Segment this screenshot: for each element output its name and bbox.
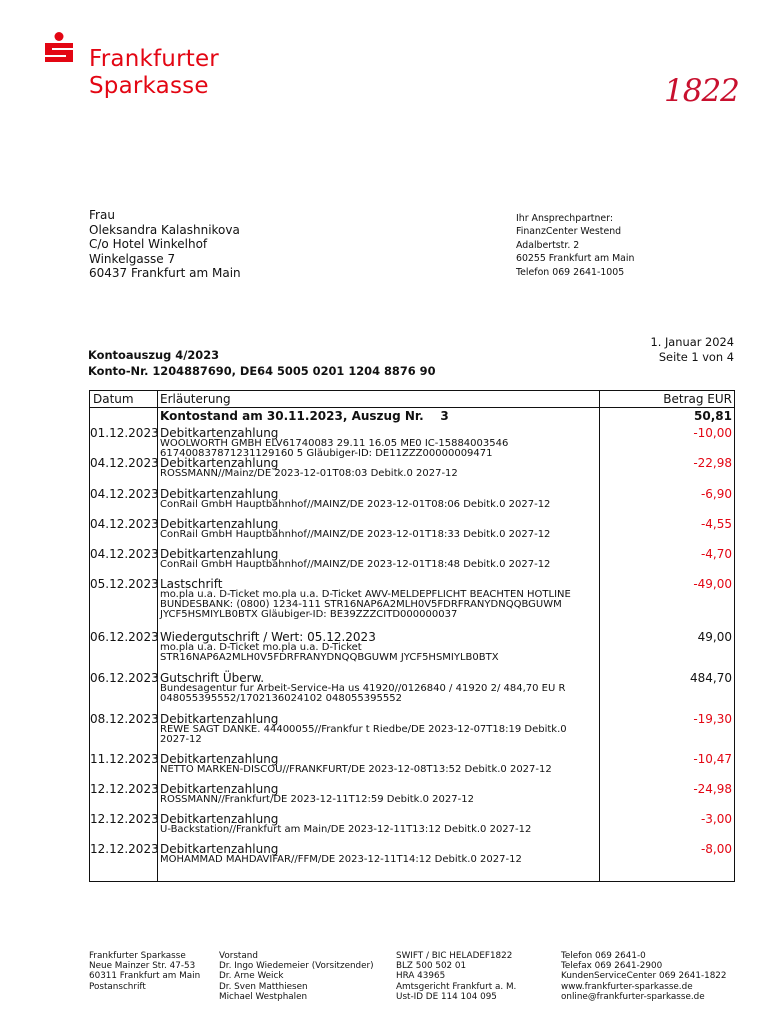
row-amount: -4,55 bbox=[700, 517, 732, 531]
header-divider bbox=[90, 407, 734, 408]
recipient-city: 60437 Frankfurt am Main bbox=[89, 266, 241, 280]
row-detail: ROSSMANN//Mainz/DE 2023-12-01T08:03 Debitk.0 2027-12 bbox=[160, 468, 458, 479]
footer-line: Dr. Arne Weick bbox=[219, 971, 284, 982]
recipient-name: Oleksandra Kalashnikova bbox=[89, 222, 240, 237]
contact-phone: Telefon 069 2641-1005 bbox=[516, 266, 625, 278]
footer-line: Postanschrift bbox=[89, 981, 146, 992]
row-date: 12.12.2023 bbox=[90, 782, 159, 796]
footer-line: Michael Westphalen bbox=[219, 991, 308, 1002]
footer-line: Ust-ID DE 114 104 095 bbox=[396, 991, 497, 1002]
row-detail: ConRail GmbH Hauptbahnhof//MAINZ/DE 2023-12-01T08:06 Debitk.0 2027-12 bbox=[160, 499, 551, 510]
row-detail: NETTO MARKEN-DISCOU//FRANKFURT/DE 2023-12-08T13:52 Debitk.0 2027-12 bbox=[160, 764, 552, 775]
row-amount: -6,90 bbox=[700, 487, 732, 501]
footer-registration bbox=[396, 951, 516, 1002]
row-detail: U-Backstation//Frankfurt am Main/DE 2023-12-11T13:12 Debitk.0 2027-12 bbox=[160, 824, 532, 835]
row-title: Debitkartenzahlung bbox=[160, 517, 279, 531]
row-amount: -22,98 bbox=[693, 456, 732, 470]
row-amount: -4,70 bbox=[700, 547, 732, 561]
row-title: Debitkartenzahlung bbox=[160, 842, 279, 856]
footer-line: Amtsgericht Frankfurt a. M. bbox=[396, 981, 517, 992]
footer-line: HRA 43965 bbox=[396, 971, 446, 982]
footer-line: online@frankfurter-sparkasse.de bbox=[561, 991, 705, 1002]
row-detail: WOOLWORTH GMBH ELV61740083 29.11 16.05 ME0 IC-15884003546 617400837871231129160 5 Gläubiger-ID: DE11ZZZ00000009471 bbox=[160, 438, 509, 459]
row-title: Debitkartenzahlung bbox=[160, 426, 279, 440]
recipient-salutation: Frau bbox=[89, 208, 115, 222]
footer-contact bbox=[561, 951, 727, 1002]
row-title: Debitkartenzahlung bbox=[160, 752, 279, 766]
row-date: 05.12.2023 bbox=[90, 577, 159, 591]
footer-bank-address bbox=[89, 951, 200, 992]
account-block bbox=[88, 348, 436, 379]
row-date: 04.12.2023 bbox=[90, 517, 159, 531]
opening-balance-amount: 50,81 bbox=[694, 409, 732, 423]
row-detail: mo.pla u.a. D-Ticket mo.pla u.a. D-Ticket STR16NAP6A2MLH0V5FDRFRANYDNQQBGUWM JYCF5HSMIYLB0BTX bbox=[160, 642, 499, 663]
row-title: Gutschrift Überw. bbox=[160, 671, 265, 685]
row-date: 04.12.2023 bbox=[90, 487, 159, 501]
contact-block bbox=[516, 212, 634, 279]
contact-street: Adalbertstr. 2 bbox=[516, 239, 580, 251]
row-amount: -8,00 bbox=[700, 842, 732, 856]
column-divider-amount bbox=[599, 391, 600, 881]
row-title: Debitkartenzahlung bbox=[160, 547, 279, 561]
footer-line: Dr. Ingo Wiedemeier (Vorsitzender) bbox=[219, 961, 374, 972]
footer-line: Neue Mainzer Str. 47-53 bbox=[89, 961, 196, 972]
statement-date-block bbox=[650, 335, 734, 364]
footer-line: www.frankfurter-sparkasse.de bbox=[561, 981, 693, 992]
statement-date: 1. Januar 2024 bbox=[650, 335, 734, 349]
row-amount: -19,30 bbox=[693, 712, 732, 726]
row-detail: Bundesagentur fur Arbeit-Service-Ha us 41920//0126840 / 41920 2/ 484,70 EU R 048055395552/1702136024102 048055395552 bbox=[160, 683, 566, 704]
brand-line-2: Sparkasse bbox=[89, 73, 209, 99]
recipient-street: Winkelgasse 7 bbox=[89, 251, 176, 266]
page-indicator: Seite 1 von 4 bbox=[658, 349, 734, 364]
footer-line: BLZ 500 502 01 bbox=[396, 961, 467, 972]
statement-title: Kontoauszug 4/2023 bbox=[88, 348, 220, 362]
row-detail: REWE SAGT DANKE. 44400055//Frankfur t Riedbe/DE 2023-12-07T18:19 Debitk.0 2027-12 bbox=[160, 724, 567, 745]
row-amount: -24,98 bbox=[693, 782, 732, 796]
row-title: Lastschrift bbox=[160, 577, 223, 591]
year-logo: 1822 bbox=[664, 73, 739, 109]
row-date: 08.12.2023 bbox=[90, 712, 159, 726]
footer-line: SWIFT / BIC HELADEF1822 bbox=[396, 951, 513, 961]
row-amount: 484,70 bbox=[690, 671, 732, 685]
row-date: 01.12.2023 bbox=[90, 426, 159, 440]
row-detail: ConRail GmbH Hauptbahnhof//MAINZ/DE 2023-12-01T18:48 Debitk.0 2027-12 bbox=[160, 559, 551, 570]
contact-city: 60255 Frankfurt am Main bbox=[516, 253, 635, 265]
recipient-line2: C/o Hotel Winkelhof bbox=[89, 237, 208, 251]
row-title: Debitkartenzahlung bbox=[160, 456, 279, 470]
row-date: 12.12.2023 bbox=[90, 842, 159, 856]
row-detail: mo.pla u.a. D-Ticket mo.pla u.a. D-Ticket AWV-MELDEPFLICHT BEACHTEN HOTLINE BUNDESBANK: (0800) 1234-111 STR16NAP6A2MLH0V5FDRFRANYDNQQBGUWM JYCF5HSMIYLB0BTX Gläubiger-ID: BE39ZZZCITD000000037 bbox=[160, 589, 571, 620]
footer-line: Telefon 069 2641-0 bbox=[561, 951, 646, 961]
row-title: Debitkartenzahlung bbox=[160, 782, 279, 796]
footer-line: Vorstand bbox=[219, 951, 258, 961]
row-date: 06.12.2023 bbox=[90, 671, 159, 685]
row-title: Debitkartenzahlung bbox=[160, 712, 279, 726]
header-description: Erläuterung bbox=[160, 392, 231, 406]
row-title: Debitkartenzahlung bbox=[160, 812, 279, 826]
row-detail: ConRail GmbH Hauptbahnhof//MAINZ/DE 2023-12-01T18:33 Debitk.0 2027-12 bbox=[160, 529, 551, 540]
contact-label: Ihr Ansprechpartner: bbox=[516, 213, 614, 224]
header-amount: Betrag EUR bbox=[663, 392, 732, 406]
row-amount: -3,00 bbox=[700, 812, 732, 826]
row-date: 06.12.2023 bbox=[90, 630, 159, 644]
row-date: 11.12.2023 bbox=[90, 752, 159, 766]
footer-line: Frankfurter Sparkasse bbox=[89, 951, 186, 961]
brand-line-1: Frankfurter bbox=[89, 46, 219, 72]
row-amount: -10,00 bbox=[693, 426, 732, 440]
account-number: Konto-Nr. 1204887690, DE64 5005 0201 1204 8876 90 bbox=[88, 363, 436, 378]
footer-line: Dr. Sven Matthiesen bbox=[219, 981, 308, 992]
contact-center: FinanzCenter Westend bbox=[516, 226, 622, 238]
footer-line: Telefax 069 2641-2900 bbox=[561, 961, 663, 972]
recipient-address bbox=[89, 208, 241, 281]
row-amount: 49,00 bbox=[697, 630, 732, 644]
footer-board bbox=[219, 951, 374, 1002]
row-amount: -10,47 bbox=[693, 752, 732, 766]
row-date: 04.12.2023 bbox=[90, 547, 159, 561]
row-detail: MOHAMMAD MAHDAVIFAR//FFM/DE 2023-12-11T14:12 Debitk.0 2027-12 bbox=[160, 854, 522, 865]
header-date: Datum bbox=[93, 392, 134, 406]
sparkasse-logo-icon bbox=[43, 32, 75, 70]
footer-line: KundenServiceCenter 069 2641-1822 bbox=[561, 971, 727, 982]
footer-line: 60311 Frankfurt am Main bbox=[89, 971, 201, 982]
row-amount: -49,00 bbox=[693, 577, 732, 591]
row-date: 12.12.2023 bbox=[90, 812, 159, 826]
row-detail: ROSSMANN//Frankfurt/DE 2023-12-11T12:59 Debitk.0 2027-12 bbox=[160, 794, 474, 805]
brand-name bbox=[89, 46, 219, 100]
row-date: 04.12.2023 bbox=[90, 456, 159, 470]
opening-balance-label: Kontostand am 30.11.2023, Auszug Nr. 3 bbox=[160, 409, 449, 423]
row-title: Debitkartenzahlung bbox=[160, 487, 279, 501]
row-title: Wiedergutschrift / Wert: 05.12.2023 bbox=[160, 630, 376, 644]
transactions-table bbox=[89, 390, 735, 882]
